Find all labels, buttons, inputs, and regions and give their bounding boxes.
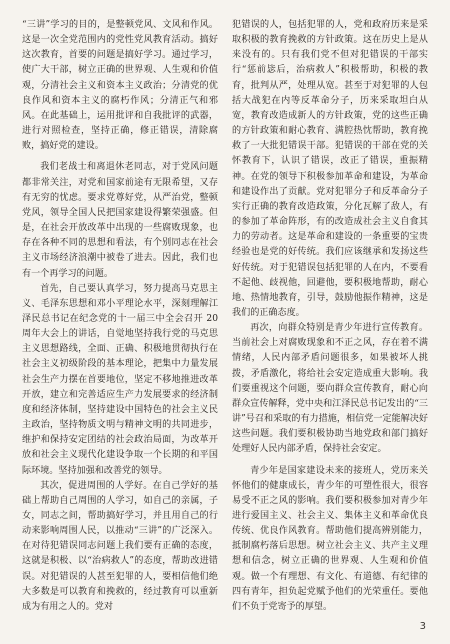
paragraph: 青少年是国家建设未来的接班人，党历来关怀他们的健康成长，青少年的可塑性很大，很容易受不正之风的影响。我们要积极参加对青少年进行爱国主义、社会主义、集体主义和革命优良传统、优良作风教育。帮助他们提高辨别能力，抵制腐朽落后思想。树立社会主义、共产主义理想和信念，树立正确的世界观、人生观和价值观。做一个有理想、有文化、有道德、有纪律的四有青年，担负起党赋予他们的光荣重任。要他们不负于党寄予的厚望。 xyxy=(232,465,428,612)
paragraph: 再次，向群众特别是青少年进行宣传教育。当前社会上对腐败现象和不正之风，存在着不满情绪，人民内部矛盾问题很多，如果被坏人挑拨，矛盾激化，将给社会安定造成重大影响。我们要重视这个问题，要向群众宣传教育，耐心向群众宣传解释，党中央和江泽民总书记发出的“三讲”号召和采取的有力措施，相信党一定能解决好这些问题。我们要积极协助当地党政和部门搞好处理好人民内部矛盾，保持社会安定。 xyxy=(232,323,428,455)
paragraph: “三讲”学习的目的，是整顿党风、文风和作风。这是一次全党范围内的党性党风教育活动。搞好这次教育，首要的问题是搞好学习。通过学习，使广大干部，树立正确的世界观、人生观和价值观，分清社会主义和资本主义政治；分清党的优良作风和资本主义的腐朽作风；分清正气和邪风。在此基础上，运用批评和自我批评的武器，进行对照检查，坚持正确，修正错误，清除腐败，搞好党的建设。 xyxy=(22,20,218,152)
page-number: 3 xyxy=(419,621,426,632)
paragraph: 犯错误的人，包括犯罪的人，党和政府历来是采取积极的教育挽救的方针政策。这在历史上是从来没有的。只有我们党不但对犯错误的干部实行“惩前毖后，治病救人”积极帮助，积极的教育，批判从严，处理从宽。甚至于对犯罪的人包括大战犯在内等反革命分子，历来采取坦白从宽，教育改造成新人的方针政策，党的这些正确的方针政策和耐心教育、满腔热忱帮助，教育挽救了一大批犯错误干部。犯错误的干部在党的关怀教育下，认识了错误，改正了错误，重振精神。在党的领导下积极参加革命和建设，为革命和建设作出了贡献。党对犯罪分子和反革命分子实行正确的教育改造政策，分化瓦解了敌人，有的参加了革命阵形，有的改造成社会主义自食其力的劳动者。这是革命和建设的一条重要的宝贵经验也是党的好传统。我们应该继承和发扬这些好传统。对于犯错误包括犯罪的人在内，不要看不起他、歧视他，回避他，要积极地帮助，耐心地、热情地教育，引导，鼓励他振作精神，这是我们的正确态度。 xyxy=(232,20,428,318)
paragraph: 首先，自己要认真学习，努力提高马克思主义、毛泽东思想和邓小平理论水平，深刻理解江泽民总书记在纪念党的十一届三中全会召开 20 周年大会上的讲话，自觉地坚持我行党的马克思主义思想路线，全面、正确、积极地贯彻执行在社会主义初级阶段的基本理论，把集中力量发展社会生产力摆在首要地位，坚定不移地推进改革开放，建立和完善适应生产力发展要求的经济制度和经济体制，坚持建设中国特色的社会主义民主政治，坚持物质文明与精神文明的共同进步，维护和保持安定团结的社会政治局面，为改革开放和社会主义现代化建设争取一个长期的和平国际环境。坚持加强和改善党的领导。 xyxy=(22,283,218,476)
paragraph: 我们老战士和离退休老同志，对于党风问题都非常关注，对党和国家前途有无限希望，又存有无穷的忧虑。要求党尊好党，从严治党，整顿党风，领导全国人民把国家建设得繁荣强盛。但是，在社会开放改革中出现的一些腐败现象，也存在各种不同的思想和看法，有个别同志在社会主义市场经济浪潮中被卷了进去。因此，我们也有一个再学习的问题。 xyxy=(22,162,218,279)
paragraph: 其次，促进周围的人学好。在自己学好的基础上帮助自己周围的人学习，如自己的亲属，子女，同志之间，帮助搞好学习，并且用自己的行动来影响周围人民，以推动“三讲”的广泛深入。在对待犯错误同志问题上我们要有正确的态度，这就是积极、以“治病救人”的态度，帮助改进错误。对犯错误的人甚至犯罪的人，要相信他们绝大多数是可以教育和挽救的，经过教育可以重新成为有用之人的。党对 xyxy=(22,480,218,612)
right-column xyxy=(232,18,428,615)
left-column xyxy=(22,18,218,615)
